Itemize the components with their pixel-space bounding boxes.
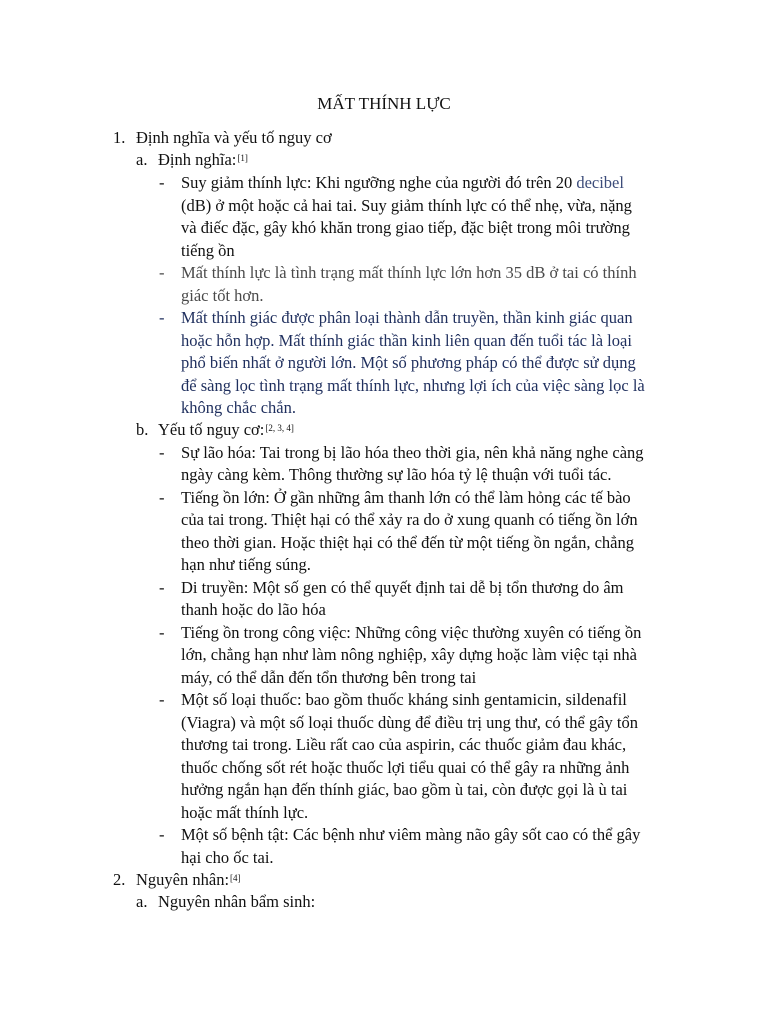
definition-1-line-2: (dB) ở một hoặc cả hai tai. Suy giảm thính lực có thể nhẹ, vừa, nặng bbox=[181, 196, 632, 215]
risk-disease-line-1: Một số bệnh tật: Các bệnh như viêm màng não gây sốt cao có thể gây bbox=[181, 825, 641, 844]
definition-3-line-1: Mất thính giác được phân loại thành dẫn truyền, thần kinh giác quan bbox=[181, 308, 633, 327]
definition-2-line-1: Mất thính lực là tình trạng mất thính lực lớn hơn 35 dB ở tai có thính bbox=[181, 263, 637, 282]
risk-drugs-line-5: hưởng ngắn hạn đến thính giác, bao gồm ù tai, còn được gọi là ù tai bbox=[181, 780, 628, 799]
section-1a-heading bbox=[158, 149, 248, 172]
definition-2-line-2: giác tốt hơn. bbox=[181, 286, 264, 305]
risk-drugs-line-4: thuốc chống sốt rét hoặc thuốc lợi tiểu quai có thể gây ra những ảnh bbox=[181, 758, 630, 777]
definition-1-line-1 bbox=[181, 172, 624, 195]
bullet-dash: - bbox=[159, 578, 165, 597]
definition-3-line-3: phổ biến nhất ở người lớn. Một số phương pháp có thể được sử dụng bbox=[181, 353, 636, 372]
bullet-dash: - bbox=[159, 488, 165, 507]
risk-drugs-line-2: (Viagra) và một số loại thuốc dùng để điều trị ung thư, có thể gây tổn bbox=[181, 713, 639, 732]
citation-ref: [2, 3, 4] bbox=[265, 423, 294, 433]
section-1b-letter: b. bbox=[136, 420, 149, 439]
section-2-label: Nguyên nhân: bbox=[136, 870, 230, 889]
definition-1-text: Suy giảm thính lực: Khi ngưỡng nghe của người đó trên 20 bbox=[181, 173, 577, 192]
risk-work-noise-line-3: máy, có thể dẫn đến tổn thương bên trong tai bbox=[181, 668, 477, 687]
risk-drugs-line-3: thương tai trong. Liều rất cao của aspirin, các thuốc giảm đau khác, bbox=[181, 735, 627, 754]
risk-work-noise-line-1: Tiếng ồn trong công việc: Những công việc thường xuyên có tiếng ồn bbox=[181, 623, 642, 642]
section-2-number: 2. bbox=[113, 870, 126, 889]
definition-3-line-2: hoặc hỗn hợp. Mất thính giác thần kinh liên quan đến tuổi tác là loại bbox=[181, 331, 632, 350]
risk-disease-line-2: hại cho ốc tai. bbox=[181, 848, 274, 867]
risk-drugs-line-1: Một số loại thuốc: bao gồm thuốc kháng sinh gentamicin, sildenafil bbox=[181, 690, 627, 709]
definition-1-line-4: tiếng ồn bbox=[181, 241, 235, 260]
risk-noise-line-4: hạn như tiếng súng. bbox=[181, 555, 311, 574]
risk-aging-line-2: ngày càng kèm. Thông thường sự lão hóa tỷ lệ thuận với tuổi tác. bbox=[181, 465, 612, 484]
citation-ref: [1] bbox=[237, 153, 248, 163]
citation-ref: [4] bbox=[230, 873, 241, 883]
bullet-dash: - bbox=[159, 623, 165, 642]
risk-drugs-line-6: hoặc mất thính lực. bbox=[181, 803, 309, 822]
definition-3-line-5: không chắc chắn. bbox=[181, 398, 296, 417]
risk-noise-line-1: Tiếng ồn lớn: Ở gần những âm thanh lớn có thể làm hỏng các tế bào bbox=[181, 488, 631, 507]
section-2a-letter: a. bbox=[136, 892, 148, 911]
bullet-dash: - bbox=[159, 825, 165, 844]
risk-noise-line-2: của tai trong. Thiệt hại có thể xảy ra do ở xung quanh có tiếng ồn lớn bbox=[181, 510, 638, 529]
section-1-number: 1. bbox=[113, 128, 126, 147]
risk-noise-line-3: theo thời gian. Hoặc thiệt hại có thể đến từ một tiếng ồn ngắn, chẳng bbox=[181, 533, 634, 552]
bullet-dash: - bbox=[159, 173, 165, 192]
page-title: MẤT THÍNH LỰC bbox=[317, 94, 451, 113]
section-1b-label: Yếu tố nguy cơ: bbox=[158, 420, 265, 439]
section-2a-heading: Nguyên nhân bẩm sinh: bbox=[158, 892, 316, 911]
decibel-link[interactable]: decibel bbox=[576, 173, 624, 192]
risk-genetics-line-1: Di truyền: Một số gen có thể quyết định tai dễ bị tổn thương do âm bbox=[181, 578, 624, 597]
bullet-dash: - bbox=[159, 690, 165, 709]
definition-1-line-3: và điếc đặc, gây khó khăn trong giao tiếp, đặc biệt trong môi trường bbox=[181, 218, 630, 237]
bullet-dash: - bbox=[159, 263, 165, 282]
definition-3-line-4: để sàng lọc tình trạng mất thính lực, nhưng lợi ích của việc sàng lọc là bbox=[181, 376, 645, 395]
section-1-heading: Định nghĩa và yếu tố nguy cơ bbox=[136, 128, 332, 147]
bullet-dash: - bbox=[159, 443, 165, 462]
section-1a-letter: a. bbox=[136, 150, 148, 169]
risk-work-noise-line-2: lớn, chẳng hạn như làm nông nghiệp, xây dựng hoặc làm việc tại nhà bbox=[181, 645, 637, 664]
section-1a-label: Định nghĩa: bbox=[158, 150, 237, 169]
section-2-heading bbox=[136, 869, 241, 892]
risk-genetics-line-2: thanh hoặc do lão hóa bbox=[181, 600, 326, 619]
bullet-dash: - bbox=[159, 308, 165, 327]
section-1b-heading bbox=[158, 419, 294, 442]
risk-aging-line-1: Sự lão hóa: Tai trong bị lão hóa theo thời gia, nên khả năng nghe càng bbox=[181, 443, 644, 462]
